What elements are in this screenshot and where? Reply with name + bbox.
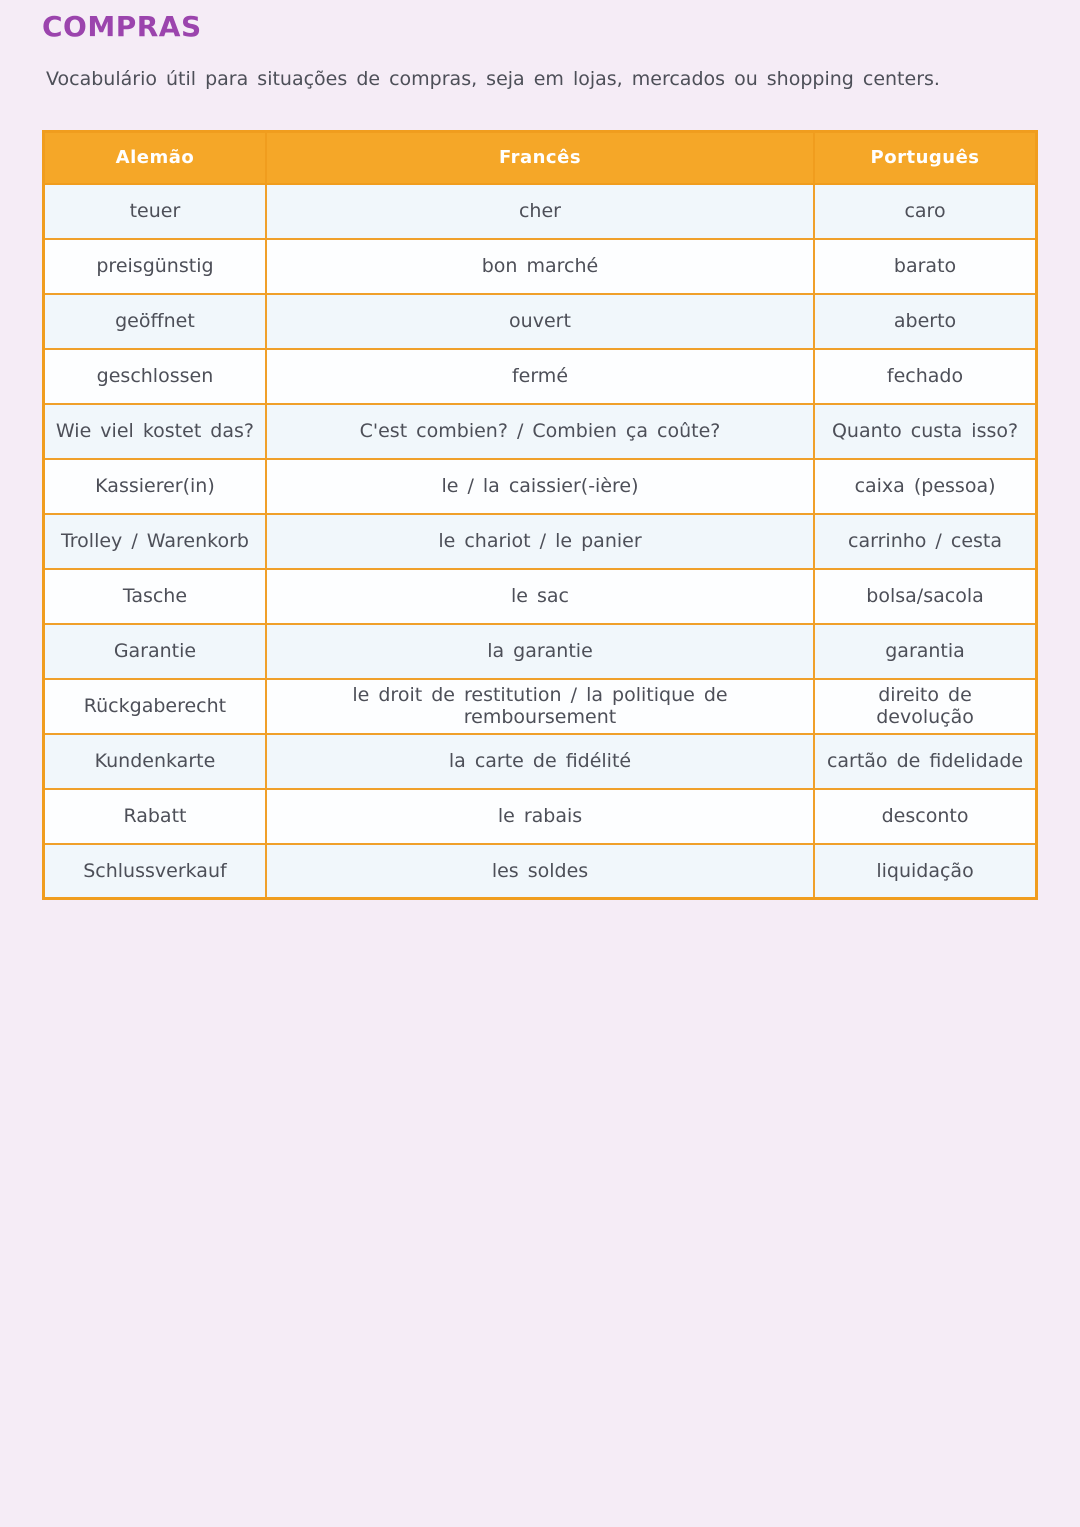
vocab-table-head bbox=[44, 132, 1037, 184]
table-cell: Trolley / Warenkorb bbox=[44, 514, 266, 569]
table-row bbox=[44, 239, 1037, 294]
table-cell: Tasche bbox=[44, 569, 266, 624]
table-cell: Schlussverkauf bbox=[44, 844, 266, 899]
table-row bbox=[44, 349, 1037, 404]
table-cell: Kundenkarte bbox=[44, 734, 266, 789]
table-cell: aberto bbox=[814, 294, 1036, 349]
table-cell: fechado bbox=[814, 349, 1036, 404]
table-cell: direito de devolução bbox=[814, 679, 1036, 734]
table-row bbox=[44, 844, 1037, 899]
table-cell: Kassierer(in) bbox=[44, 459, 266, 514]
table-cell: le droit de restitution / la politique de remboursement bbox=[266, 679, 814, 734]
table-cell: cartão de fidelidade bbox=[814, 734, 1036, 789]
table-cell: geschlossen bbox=[44, 349, 266, 404]
table-cell: Wie viel kostet das? bbox=[44, 404, 266, 459]
vocab-table bbox=[42, 130, 1038, 900]
table-cell: bon marché bbox=[266, 239, 814, 294]
table-row bbox=[44, 459, 1037, 514]
table-cell: Rabatt bbox=[44, 789, 266, 844]
table-row bbox=[44, 569, 1037, 624]
table-cell: teuer bbox=[44, 184, 266, 239]
table-row bbox=[44, 734, 1037, 789]
table-cell: Quanto custa isso? bbox=[814, 404, 1036, 459]
table-row bbox=[44, 679, 1037, 734]
table-cell: le rabais bbox=[266, 789, 814, 844]
table-cell: les soldes bbox=[266, 844, 814, 899]
table-cell: bolsa/sacola bbox=[814, 569, 1036, 624]
column-header-portugues: Português bbox=[814, 132, 1036, 184]
table-cell: le / la caissier(-ière) bbox=[266, 459, 814, 514]
table-cell: la carte de fidélité bbox=[266, 734, 814, 789]
table-cell: le sac bbox=[266, 569, 814, 624]
header-row bbox=[44, 132, 1037, 184]
table-cell: carrinho / cesta bbox=[814, 514, 1036, 569]
page-subtitle: Vocabulário útil para situações de compras, seja em lojas, mercados ou shopping centers. bbox=[46, 68, 940, 90]
vocab-table-container bbox=[42, 130, 1038, 900]
column-header-frances: Francês bbox=[266, 132, 814, 184]
table-row bbox=[44, 789, 1037, 844]
table-row bbox=[44, 624, 1037, 679]
table-cell: barato bbox=[814, 239, 1036, 294]
table-cell: cher bbox=[266, 184, 814, 239]
column-header-alemao: Alemão bbox=[44, 132, 266, 184]
table-cell: caixa (pessoa) bbox=[814, 459, 1036, 514]
table-cell: geöffnet bbox=[44, 294, 266, 349]
table-row bbox=[44, 294, 1037, 349]
vocab-table-body bbox=[44, 184, 1037, 899]
table-cell: garantia bbox=[814, 624, 1036, 679]
table-cell: caro bbox=[814, 184, 1036, 239]
page-title: COMPRAS bbox=[42, 10, 202, 43]
table-cell: la garantie bbox=[266, 624, 814, 679]
table-cell: preisgünstig bbox=[44, 239, 266, 294]
table-row bbox=[44, 184, 1037, 239]
table-cell: liquidação bbox=[814, 844, 1036, 899]
table-cell: C'est combien? / Combien ça coûte? bbox=[266, 404, 814, 459]
table-cell: fermé bbox=[266, 349, 814, 404]
table-cell: ouvert bbox=[266, 294, 814, 349]
table-row bbox=[44, 514, 1037, 569]
table-cell: le chariot / le panier bbox=[266, 514, 814, 569]
table-row bbox=[44, 404, 1037, 459]
table-cell: Garantie bbox=[44, 624, 266, 679]
table-cell: desconto bbox=[814, 789, 1036, 844]
table-cell: Rückgaberecht bbox=[44, 679, 266, 734]
